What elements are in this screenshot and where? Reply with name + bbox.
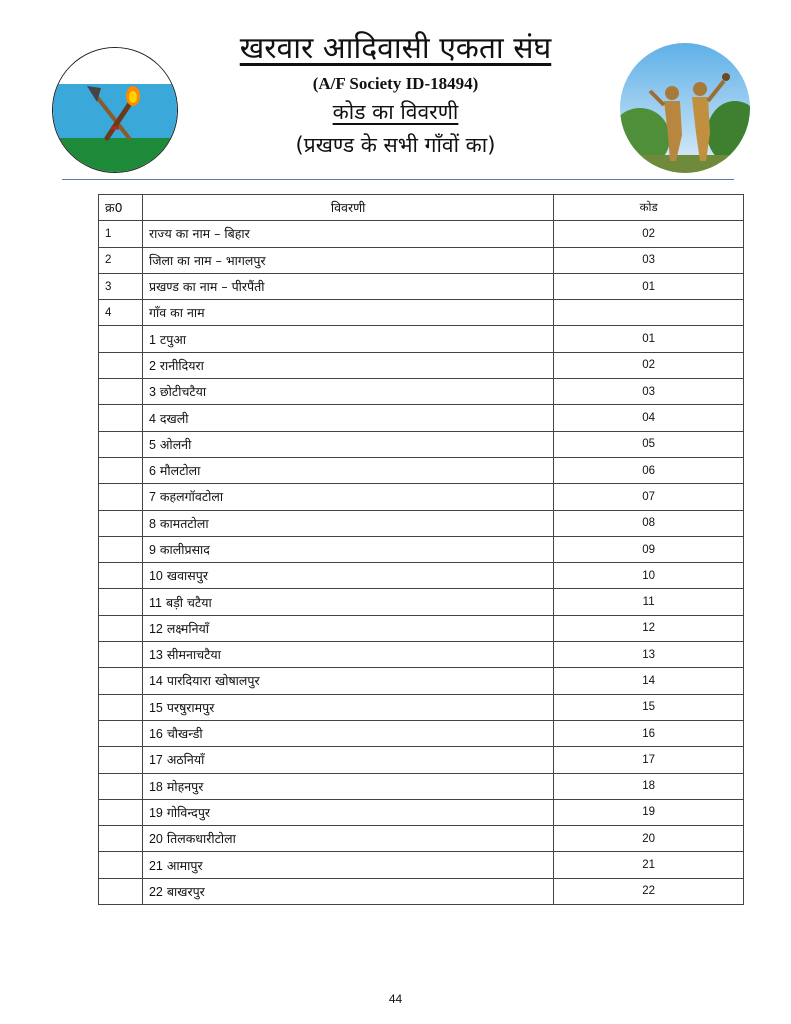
row-serial-number [99, 878, 143, 904]
row-description: प्रखण्ड का नाम – पीरपैंती [142, 273, 553, 299]
table-row [99, 405, 744, 431]
row-serial-number [99, 615, 143, 641]
row-description [142, 852, 553, 878]
village-name: मौलटोला [159, 463, 201, 479]
table-body [99, 221, 744, 905]
row-code: 02 [554, 352, 744, 378]
village-number: 17 [148, 753, 163, 768]
row-code: 11 [554, 589, 744, 615]
row-description [142, 694, 553, 720]
row-description [142, 510, 553, 536]
village-name: बाखरपुर [166, 883, 205, 899]
row-serial-number: 2 [99, 247, 143, 273]
row-description [142, 352, 553, 378]
row-serial-number: 1 [99, 221, 143, 247]
row-code: 09 [554, 536, 744, 562]
table-row [99, 747, 744, 773]
document-subtitle-detail: (प्रखण्ड के सभी गाँवों का) [295, 133, 496, 157]
row-description [142, 668, 553, 694]
table-row [99, 510, 744, 536]
row-serial-number [99, 852, 143, 878]
village-name: बड़ी चटैया [165, 594, 212, 610]
table-row [99, 247, 744, 273]
table-row [99, 221, 744, 247]
table-row [99, 615, 744, 641]
row-code [554, 300, 744, 326]
row-description [142, 484, 553, 510]
row-description [142, 878, 553, 904]
row-description [142, 615, 553, 641]
row-code: 05 [554, 431, 744, 457]
row-serial-number [99, 589, 143, 615]
row-code: 18 [554, 773, 744, 799]
row-description [142, 563, 553, 589]
row-code: 22 [554, 878, 744, 904]
row-code: 06 [554, 457, 744, 483]
village-number: 21 [148, 858, 163, 873]
table-row [99, 694, 744, 720]
row-code: 14 [554, 668, 744, 694]
village-number: 15 [148, 700, 163, 715]
row-serial-number [99, 457, 143, 483]
row-description [142, 431, 553, 457]
village-number: 1 [148, 332, 156, 347]
row-description: राज्य का नाम – बिहार [142, 221, 553, 247]
row-serial-number [99, 668, 143, 694]
column-header-code: कोड [554, 195, 744, 221]
row-code: 07 [554, 484, 744, 510]
table-row [99, 668, 744, 694]
table-row [99, 273, 744, 299]
table-row [99, 589, 744, 615]
row-description [142, 773, 553, 799]
village-number: 20 [148, 832, 163, 847]
village-number: 19 [148, 805, 163, 820]
row-description [142, 799, 553, 825]
village-name: कालीप्रसाद [159, 542, 210, 557]
row-code: 13 [554, 642, 744, 668]
village-name: गोविन्दपुर [166, 804, 211, 820]
row-description: गाँव का नाम [142, 300, 553, 326]
table-row [99, 826, 744, 852]
row-description [142, 747, 553, 773]
society-id: (A/F Society ID-18494) [312, 74, 479, 93]
row-serial-number [99, 405, 143, 431]
row-serial-number [99, 352, 143, 378]
row-serial-number [99, 694, 143, 720]
village-name: अठनियाँ [166, 752, 205, 768]
header-divider [62, 179, 734, 180]
row-serial-number [99, 799, 143, 825]
page-title: खरवार आदिवासी एकता संघ [239, 31, 552, 66]
row-serial-number [99, 642, 143, 668]
village-name: ओलनी [159, 436, 192, 452]
village-number: 13 [148, 648, 163, 663]
village-name: लक्ष्मनियाँ [166, 620, 210, 636]
row-serial-number [99, 536, 143, 562]
row-code: 12 [554, 615, 744, 641]
table-row [99, 326, 744, 352]
row-code: 16 [554, 720, 744, 746]
row-description [142, 826, 553, 852]
row-description [142, 536, 553, 562]
row-serial-number [99, 747, 143, 773]
row-code: 04 [554, 405, 744, 431]
village-name: सीमनाचटैया [166, 647, 221, 663]
village-number: 8 [148, 516, 156, 531]
village-name: आमापुर [166, 857, 203, 873]
village-name: कामतटोला [159, 515, 209, 531]
table-row [99, 536, 744, 562]
row-description [142, 457, 553, 483]
village-number: 3 [148, 385, 156, 400]
village-number: 2 [148, 358, 156, 373]
village-number: 18 [148, 779, 163, 794]
table-row [99, 457, 744, 483]
code-table [98, 194, 744, 905]
row-description [142, 405, 553, 431]
row-code: 21 [554, 852, 744, 878]
table-row [99, 878, 744, 904]
row-serial-number [99, 510, 143, 536]
village-number: 16 [148, 727, 163, 742]
row-serial-number [99, 773, 143, 799]
table-header-row [99, 195, 744, 221]
row-description: जिला का नाम – भागलपुर [142, 247, 553, 273]
table-row [99, 720, 744, 746]
row-serial-number [99, 431, 143, 457]
table-row [99, 431, 744, 457]
village-name: रानीदियरा [159, 357, 204, 373]
page-number: 44 [388, 992, 403, 1006]
row-code: 20 [554, 826, 744, 852]
row-code: 17 [554, 747, 744, 773]
row-serial-number [99, 826, 143, 852]
table-row [99, 300, 744, 326]
row-description [142, 720, 553, 746]
village-number: 6 [148, 464, 156, 479]
row-description [142, 379, 553, 405]
row-description [142, 642, 553, 668]
row-code: 02 [554, 221, 744, 247]
village-number: 4 [148, 411, 156, 426]
row-serial-number [99, 379, 143, 405]
row-serial-number [99, 563, 143, 589]
table-row [99, 352, 744, 378]
document-subtitle: कोड का विवरणी [332, 100, 459, 124]
table-row [99, 379, 744, 405]
village-number: 14 [148, 674, 163, 689]
row-code: 10 [554, 563, 744, 589]
village-name: चौखन्डी [166, 726, 203, 742]
row-code: 08 [554, 510, 744, 536]
village-name: दखली [159, 410, 189, 426]
row-serial-number [99, 484, 143, 510]
row-description [142, 589, 553, 615]
row-code: 03 [554, 379, 744, 405]
table-row [99, 563, 744, 589]
village-number: 5 [148, 437, 156, 452]
table-row [99, 852, 744, 878]
village-number: 12 [148, 621, 163, 636]
row-code: 01 [554, 273, 744, 299]
column-header-sno: क्र0 [99, 195, 143, 221]
village-name: छोटीचटैया [159, 384, 207, 400]
village-number: 11 [148, 595, 162, 610]
village-number: 22 [148, 884, 163, 899]
row-serial-number: 3 [99, 273, 143, 299]
village-number: 10 [148, 569, 163, 584]
village-name: मोहनपुर [166, 778, 204, 794]
village-number: 7 [148, 490, 156, 505]
village-name: टपुआ [159, 331, 187, 347]
table-row [99, 642, 744, 668]
table-row [99, 773, 744, 799]
village-name: कहलगॉवटोला [159, 489, 224, 505]
row-code: 15 [554, 694, 744, 720]
table-row [99, 484, 744, 510]
row-description [142, 326, 553, 352]
village-name: तिलकधारीटोला [166, 831, 236, 847]
row-code: 03 [554, 247, 744, 273]
row-code: 01 [554, 326, 744, 352]
row-serial-number [99, 720, 143, 746]
village-name: पारदियारा खोषालपुर [166, 673, 260, 689]
village-number: 9 [148, 543, 156, 557]
row-serial-number [99, 326, 143, 352]
row-serial-number: 4 [99, 300, 143, 326]
table-row [99, 799, 744, 825]
row-code: 19 [554, 799, 744, 825]
column-header-description: विवरणी [142, 195, 553, 221]
village-name: परषुरामपुर [166, 699, 215, 715]
village-name: खवासपुर [166, 568, 208, 584]
